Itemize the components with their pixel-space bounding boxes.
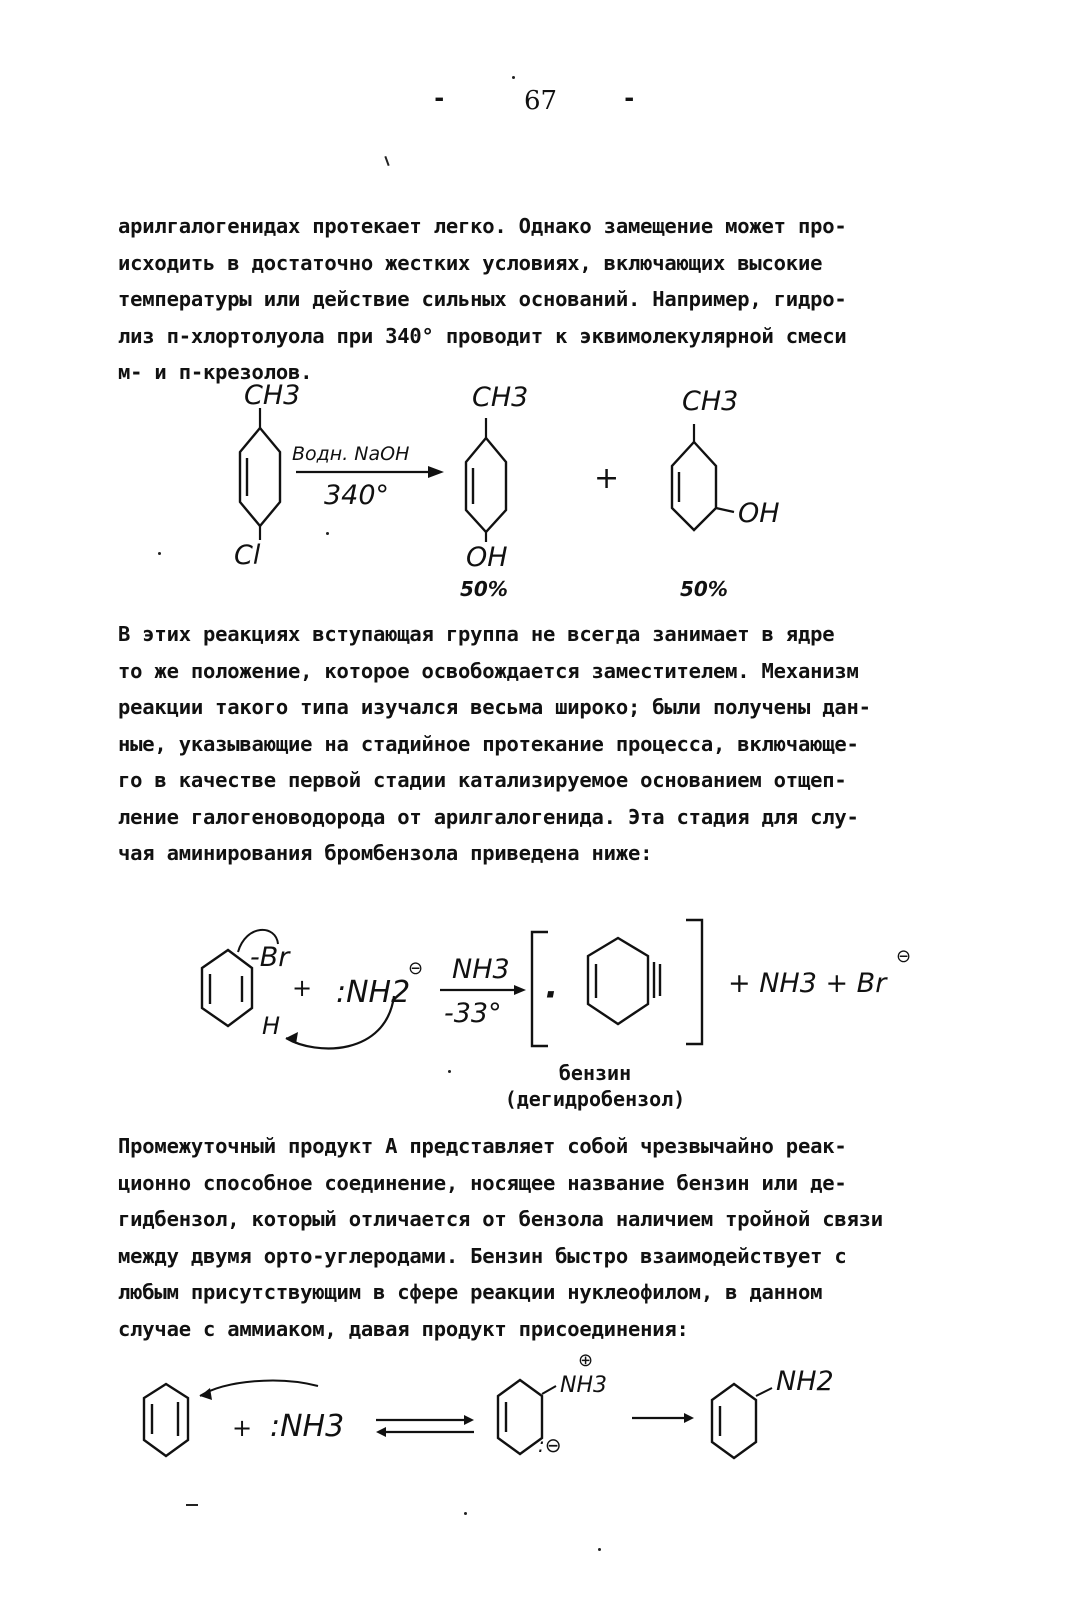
scan-speck [512, 76, 515, 79]
page-number: 67 [523, 86, 558, 116]
product-2-yield: 50% [680, 577, 728, 600]
br-label: -Br [250, 942, 290, 973]
arrow-temperature-label: -33° [444, 998, 502, 1029]
text-line: ление галогеноводорода от арилгалогенида. Эта стадия для слу- [118, 804, 859, 829]
text-line: чая аминирования бромбензола приведена ниже: [118, 841, 653, 865]
reaction-2-scheme [180, 910, 940, 1060]
product-2-oh-label: OH [738, 498, 780, 529]
text-line: В этих реакциях вступающая группа не всегда занимает в ядре [118, 622, 835, 646]
benzene-ring-product-2 [672, 442, 716, 530]
text-line: реакции такого типа изучался весьма широко; были получены дан- [118, 695, 871, 719]
br-charge: ⊖ [896, 946, 912, 967]
text-line: то же положение, которое освобождается заместителем. Механизм [118, 658, 859, 683]
product-1-oh-label: OH [466, 542, 508, 573]
right-dash: - [622, 84, 637, 112]
text-line: Промежуточный продукт А представляет собой чрезвычайно реак- [118, 1134, 847, 1158]
text-line: м- и п-крезолов. [118, 360, 313, 384]
scan-speck [186, 1504, 198, 1506]
reaction-3-scheme [130, 1340, 870, 1480]
products-label: + NH3 + Br [728, 968, 887, 999]
arrow-reagent-label: Водн. NaOH [292, 443, 410, 465]
reaction-1-scheme [200, 380, 840, 600]
plus-sign: + [594, 461, 620, 496]
arrow-temperature-label: 340° [324, 480, 390, 511]
plus-sign: + [232, 1414, 253, 1442]
arrow-nh3-label: NH3 [452, 954, 510, 985]
benzene-ring-product-1 [466, 438, 506, 532]
nh2-charge: ⊖ [408, 958, 424, 979]
text-line: арилгалогенидах протекает легко. Однако замещение может про- [118, 214, 847, 238]
text-line: гидбензол, который отличается от бензола наличием тройной связи [118, 1207, 883, 1231]
text-line: лиз п-хлортолуола при 340° проводит к эквимолекулярной смеси [118, 323, 847, 348]
text-line: между двумя орто-углеродами. Бензин быстро взаимодействует с [118, 1243, 847, 1268]
reactant-cl-label: Cl [234, 540, 261, 571]
scan-speck [448, 1070, 451, 1073]
caption-name: бензин [558, 1061, 632, 1085]
benzene-ring-reactant [240, 428, 280, 526]
plus-sign: + [292, 974, 313, 1002]
scan-speck [326, 532, 329, 535]
scan-speck [464, 1512, 467, 1515]
text-line: ционно способное соединение, носящее название бензин или де- [118, 1170, 847, 1195]
left-dash: - [432, 84, 447, 112]
curved-arrow-nh3 [200, 1381, 318, 1396]
text-line: го в качестве первой стадии катализируемое основанием отщеп- [118, 768, 847, 792]
right-bracket [686, 920, 702, 1044]
benzene-ring-benzyne [588, 938, 660, 1024]
text-line: любым присутствующим в сфере реакции нуклеофилом, в данном [118, 1280, 823, 1304]
product-nh2-label: NH2 [776, 1366, 834, 1397]
intermediate-nh3-label: NH3 [560, 1373, 607, 1398]
text-line: случае с аммиаком, давая продукт присоединения: [118, 1316, 689, 1341]
text-line: ные, указывающие на стадийное протекание процесса, включающе- [118, 731, 859, 756]
paragraph-2 [118, 616, 1018, 872]
benzene-ring-aniline [712, 1384, 756, 1458]
nh3-nucleophile-label: :NH3 [270, 1409, 345, 1444]
scan-speck [384, 156, 389, 166]
scan-speck [598, 1548, 601, 1551]
radical-dot: · [544, 975, 557, 1015]
benzene-ring-benzyne [144, 1384, 188, 1456]
intermediate-plus-charge: ⊕ [578, 1350, 594, 1371]
text-line: исходить в достаточно жестких условиях, включающих высокие [118, 250, 823, 275]
product-1-ch3-label: CH3 [472, 382, 529, 413]
caption-synonym: (дегидробензол) [504, 1087, 686, 1111]
scan-speck [158, 552, 161, 555]
paragraph-3 [118, 1128, 1018, 1347]
text-line: температуры или действие сильных оснований. Например, гидро- [118, 287, 847, 311]
nh2-nucleophile-label: :NH2 [336, 975, 411, 1010]
benzene-ring-bromobenzene [202, 950, 252, 1026]
product-2-ch3-label: CH3 [682, 386, 739, 417]
benzene-ring-intermediate [498, 1380, 542, 1454]
paragraph-1 [118, 208, 1018, 391]
benzyne-caption [465, 1060, 725, 1112]
h-label: H [262, 1012, 281, 1040]
intermediate-minus-charge: :⊖ [538, 1433, 562, 1457]
reactant-ch3-label: CH3 [244, 380, 301, 411]
product-1-yield: 50% [460, 577, 508, 600]
